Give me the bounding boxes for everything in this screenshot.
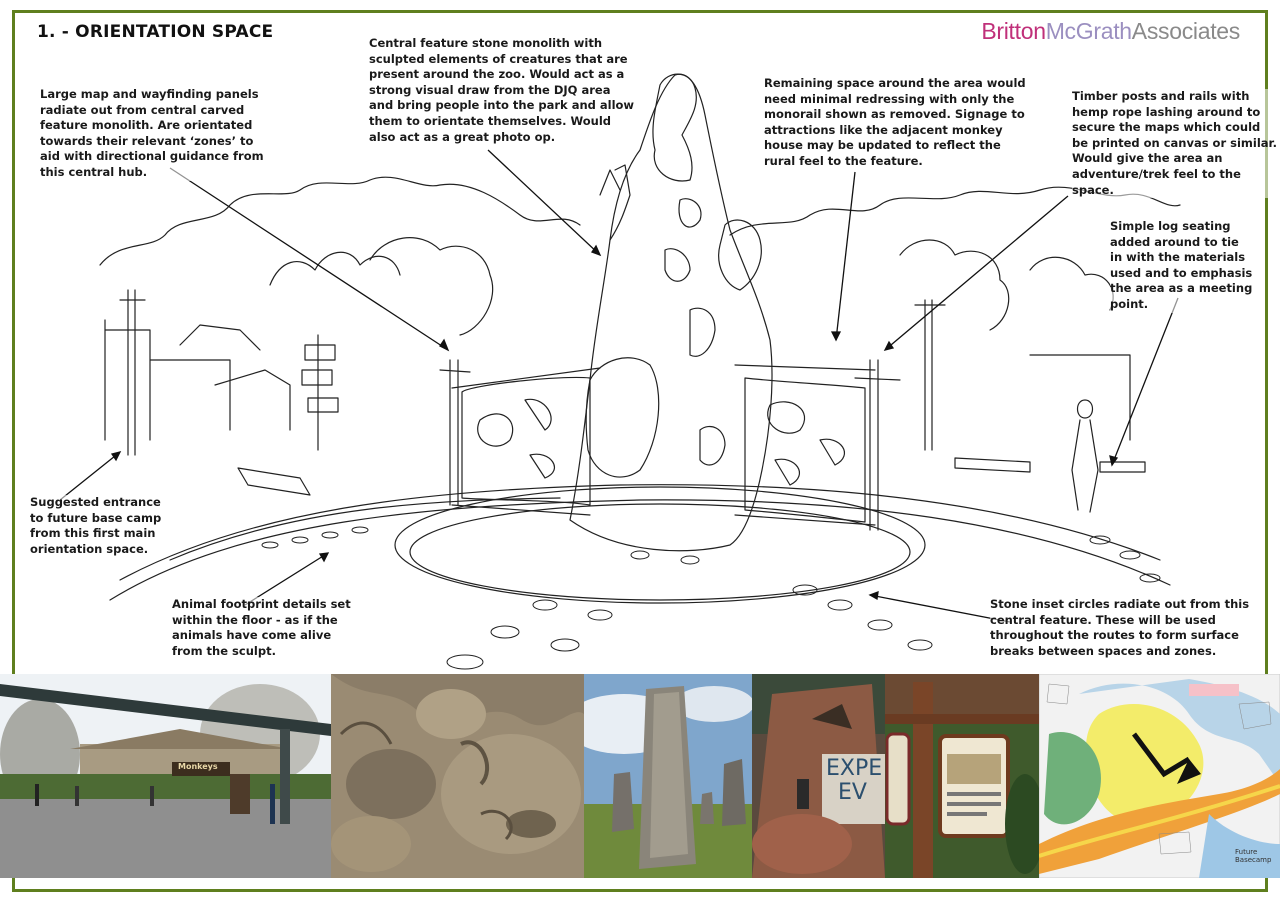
company-logo bbox=[981, 18, 1240, 45]
note-timber-posts: Timber posts and rails with hemp rope lashing around to secure the maps which could be printed on canvas or similar. Would give the area an adventure/trek feel to the space. bbox=[1072, 89, 1277, 197]
map-future-basecamp-label: Future Basecamp bbox=[1235, 848, 1272, 864]
photo-site-map bbox=[1039, 674, 1280, 878]
note-remaining-space: Remaining space around the area would need minimal redressing with only the monorail shown as removed. Signage to attractions like the adjacent monkey house may be updated to reflect the rural feel to the feature. bbox=[764, 76, 1026, 168]
photo-carved-sculpture bbox=[331, 674, 584, 878]
note-footprints: Animal footprint details set within the floor - as if the animals have come alive from the sculpt. bbox=[172, 597, 351, 658]
monkeys-sign: Monkeys bbox=[178, 762, 218, 771]
note-log-seating: Simple log seating added around to tie in with the materials used and to emphasis the area as a meeting point. bbox=[1110, 219, 1253, 311]
photo-monkey-house bbox=[0, 674, 331, 878]
photo-adventure-sign bbox=[752, 674, 885, 878]
logo-britton: Britton bbox=[981, 18, 1046, 44]
note-monolith: Central feature stone monolith with sculpted elements of creatures that are present around the zoo. Would act as a strong visual draw from the DJQ area and bring people into the park and allow them to orientate themselves. Would also act as a great photo op. bbox=[369, 36, 635, 144]
sign-text-2: EV bbox=[838, 780, 867, 805]
sign-text-1: EXPE bbox=[826, 756, 883, 781]
logo-mcgrath: McGrath bbox=[1045, 18, 1132, 44]
photo-standing-stones bbox=[584, 674, 752, 878]
note-entrance: Suggested entrance to future base camp from this first main orientation space. bbox=[30, 495, 162, 556]
reference-photo-strip bbox=[0, 674, 1280, 878]
page-title: 1. - ORIENTATION SPACE bbox=[37, 22, 274, 42]
logo-associates: Associates bbox=[1131, 18, 1240, 44]
note-stone-circles: Stone inset circles radiate out from this central feature. These will be used throughout the routes to form surface breaks between spaces and zones. bbox=[990, 597, 1250, 658]
note-map-panels: Large map and wayfinding panels radiate out from central carved feature monolith. Are orientated towards their relevant ‘zones’ to aid with directional guidance from this central hub. bbox=[40, 87, 264, 179]
photo-timber-post bbox=[885, 674, 1039, 878]
